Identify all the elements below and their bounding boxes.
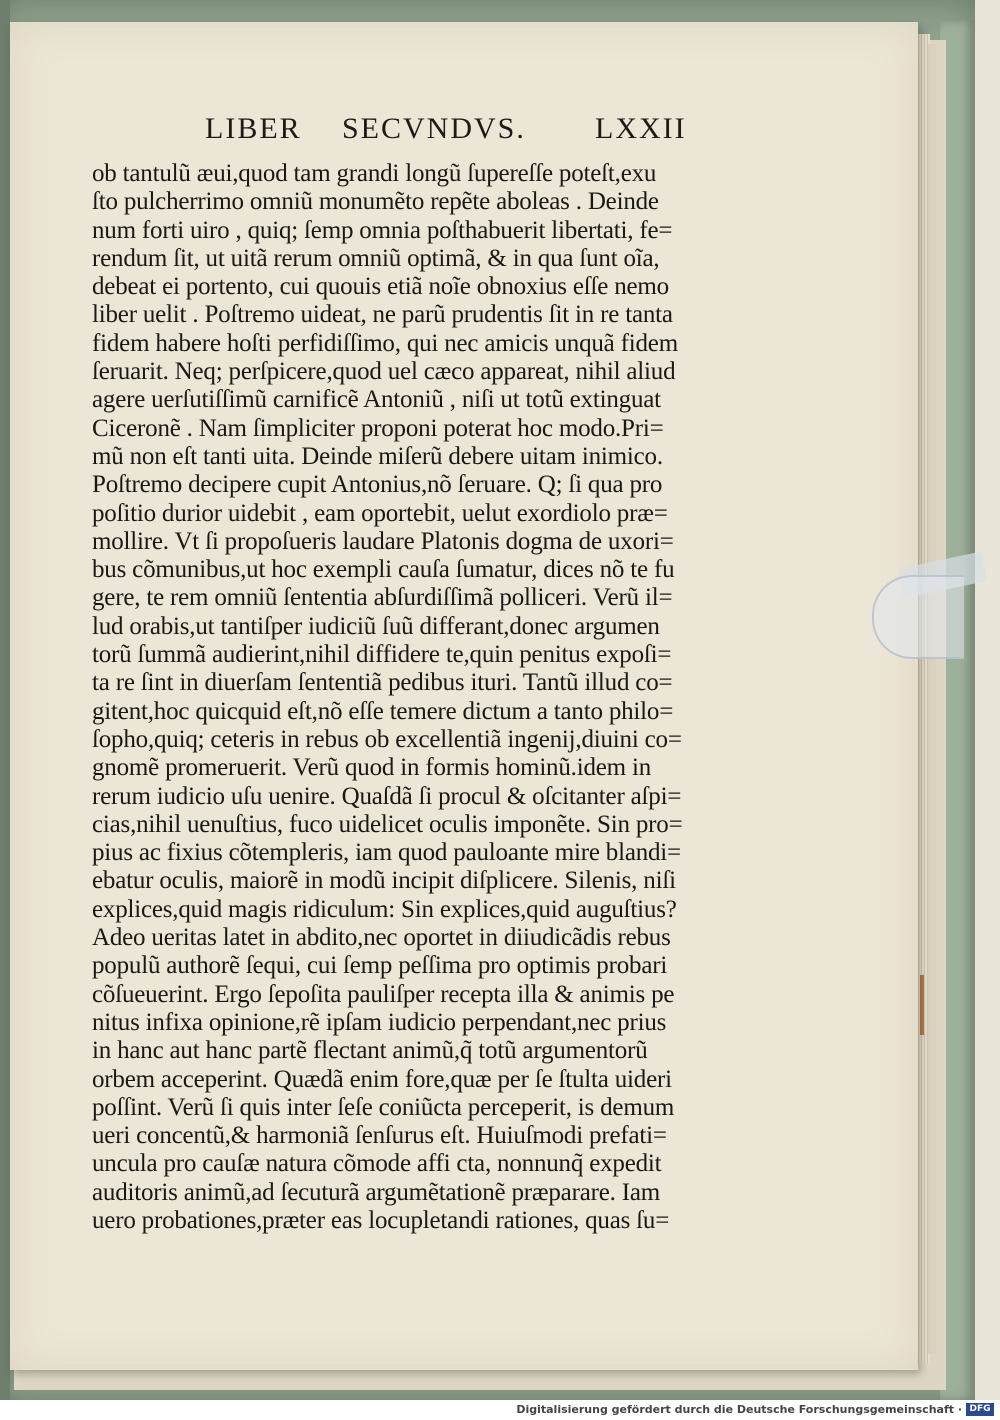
body-text bbox=[92, 160, 712, 1235]
paper-clip bbox=[872, 575, 964, 659]
text-line: Poſtremo decipere cupit Antonius,nõ ſeruare. Q; ſi qua pro bbox=[92, 471, 663, 499]
bookmark-ribbon bbox=[920, 975, 924, 1035]
text-line: agere uerſutiſſimũ carnificẽ Antoniũ , niſi ut totũ extinguat bbox=[92, 386, 661, 414]
text-line: ueri concentũ,& harmoniã ſenſurus eſt. Huiuſmodi prefati= bbox=[92, 1122, 667, 1150]
text-line: fidem habere hoſti perfidiſſimo, qui nec amicis unquã fidem bbox=[92, 329, 678, 357]
text-line: cias,nihil uenuſtius, fuco uidelicet oculis imponẽte. Sin pro= bbox=[92, 810, 683, 838]
text-line: pius ac fixius cõtempleris, iam quod pauloante mire blandi= bbox=[92, 839, 681, 867]
text-line: Ciceronẽ . Nam ſimpliciter proponi poterat hoc modo.Pri= bbox=[92, 414, 664, 442]
text-line: uncula pro cauſæ natura cõmode affi cta, nonnunq̃ expedit bbox=[92, 1150, 662, 1178]
running-head-left: LIBER bbox=[205, 112, 302, 145]
running-head-center: SECVNDVS. bbox=[342, 112, 526, 145]
text-line: uero probationes,præter eas locupletandi rationes, quas ſu= bbox=[92, 1206, 670, 1234]
funding-credit: Digitalisierung gefördert durch die Deutsche Forschungsgemeinschaft · bbox=[516, 1403, 962, 1416]
text-line: in hanc aut hanc partẽ flectant animũ,q̃ totũ argumentorũ bbox=[92, 1037, 648, 1065]
text-line: torũ ſummã audierint,nihil diffidere te,quin penitus expoſi= bbox=[92, 641, 672, 669]
text-line: bus cõmunibus,ut hoc exempli cauſa ſumatur, dices nõ te fu bbox=[92, 556, 675, 584]
folio-number: LXXII bbox=[595, 112, 687, 145]
text-line: auditoris animũ,ad ſecuturã argumẽtationẽ præparare. Iam bbox=[92, 1178, 660, 1206]
text-line: ſeruarit. Neq; perſpicere,quod uel cæco appareat, nihil aliud bbox=[92, 358, 676, 386]
text-line: num forti uiro , quiq; ſemp omnia poſthabuerit libertati, fe= bbox=[92, 216, 673, 244]
digitization-footer bbox=[0, 1400, 1000, 1420]
text-line: orbem acceperint. Quædã enim fore,quæ per ſe ſtulta uideri bbox=[92, 1065, 672, 1093]
page-stack-edge-inner bbox=[928, 44, 936, 1354]
text-line: cõſueuerint. Ergo ſepoſita pauliſper recepta illa & animis pe bbox=[92, 980, 675, 1008]
text-line: ob tantulũ æui,quod tam grandi longũ ſupereſſe poteſt,exu bbox=[92, 160, 657, 187]
text-line: mũ non eſt tanti uita. Deinde miſerũ debere uitam inimico. bbox=[92, 442, 663, 470]
cover-spine-edge bbox=[0, 0, 10, 1400]
text-line: ſto pulcherrimo omniũ monumẽto repẽte aboleas . Deinde bbox=[92, 188, 659, 216]
text-line: lud orabis,ut tantiſper iudiciũ ſuũ differant,donec argumen bbox=[92, 612, 660, 640]
text-line: explices,quid magis ridiculum: Sin explices,quid auguſtius? bbox=[92, 895, 677, 923]
text-line: liber uelit . Poſtremo uideat, ne parũ prudentis ſit in re tanta bbox=[92, 301, 673, 329]
text-line: populũ authorẽ ſequi, cui ſemp peſſima pro optimis probari bbox=[92, 952, 668, 980]
text-line: ta re ſint in diuerſam ſententiã pedibus ituri. Tantũ illud co= bbox=[92, 669, 673, 697]
running-head bbox=[205, 112, 685, 156]
text-line: gnomẽ promeruerit. Verũ quod in formis hominũ.idem in bbox=[92, 754, 651, 782]
text-line: poſitio durior uidebit , eam oportebit, uelut exordiolo præ= bbox=[92, 499, 668, 527]
text-line: nitus infixa opinione,rẽ ipſam iudicio perpendant,nec prius bbox=[92, 1008, 667, 1036]
dfg-logo: DFG bbox=[966, 1403, 994, 1416]
text-line: mollire. Vt ſi propoſueris laudare Platonis dogma de uxori= bbox=[92, 527, 674, 555]
book-page bbox=[10, 22, 918, 1370]
text-line: ebatur oculis, maiorẽ in modũ incipit diſplicere. Silenis, niſi bbox=[92, 867, 676, 895]
text-line: Adeo ueritas latet in abdito,nec oportet in diiudicãdis rebus bbox=[92, 924, 671, 952]
text-line: gitent,hoc quicquid eſt,nõ eſſe temere dictum a tanto philo= bbox=[92, 697, 674, 725]
text-line: rerum iudicio uſu uenire. Quaſdã ſi procul & oſcitanter aſpi= bbox=[92, 782, 682, 810]
text-line: rendum ſit, ut uitã rerum omniũ optimã, & in qua ſunt oĩa, bbox=[92, 244, 660, 272]
text-line: ſopho,quiq; ceteris in rebus ob excellentiã ingenij,diuini co= bbox=[92, 725, 682, 753]
text-line: gere, te rem omniũ ſententia abſurdiſſimã polliceri. Verũ il= bbox=[92, 584, 673, 612]
text-line: debeat ei portento, cui quouis etiã noĩe obnoxius eſſe nemo bbox=[92, 273, 669, 301]
text-line: poſſint. Verũ ſi quis inter ſeſe coniũcta perceperit, is demum bbox=[92, 1093, 675, 1121]
